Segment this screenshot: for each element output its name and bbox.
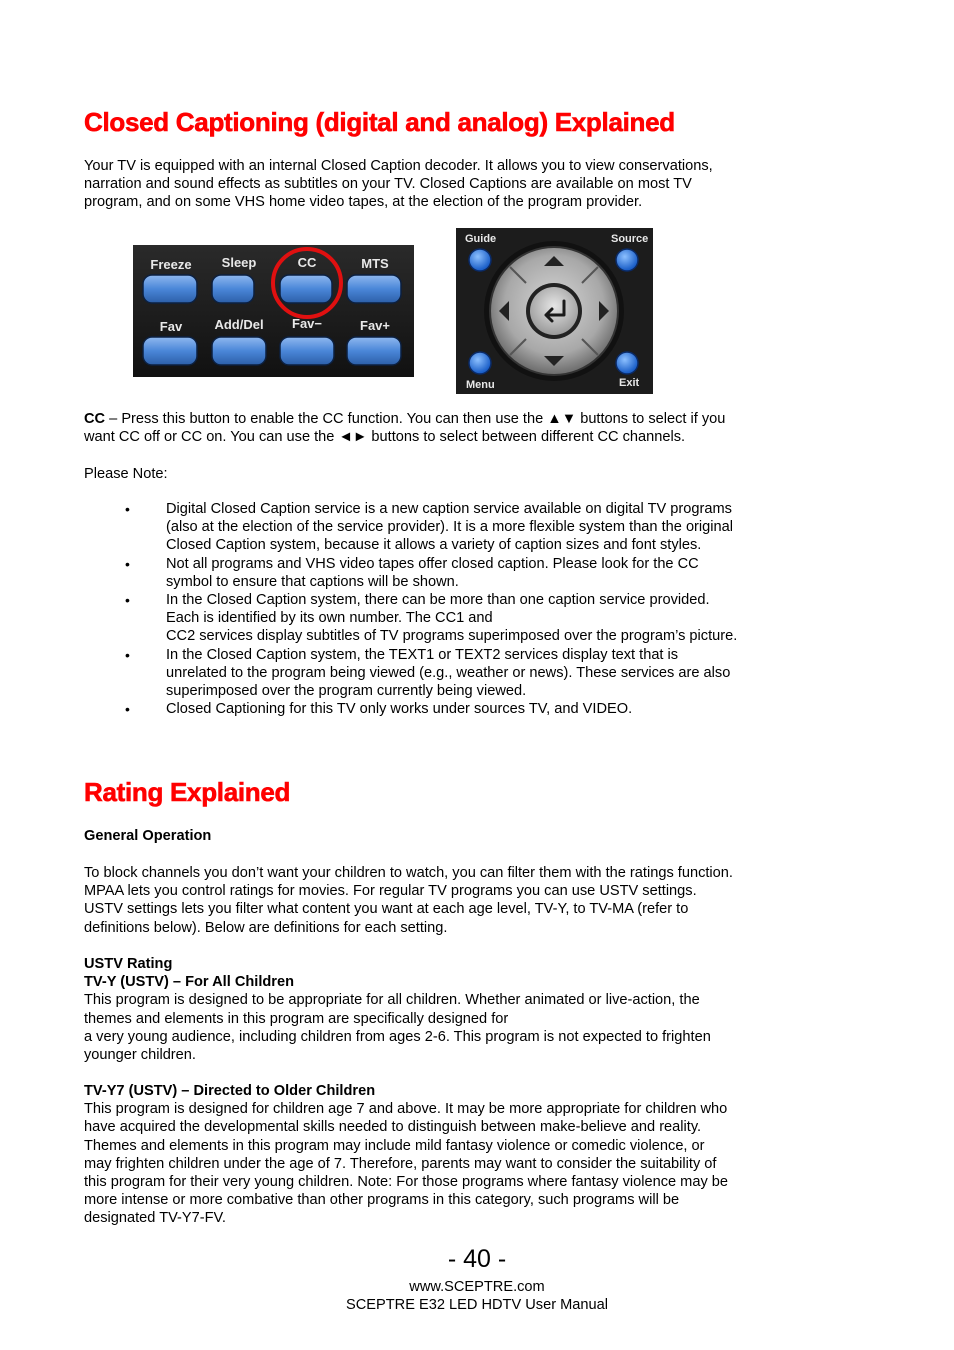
- label-source: Source: [611, 233, 649, 245]
- remote-button-cc: [280, 275, 332, 303]
- footer-website: www.SCEPTRE.com: [409, 1279, 545, 1295]
- label-add-del: Add/Del: [214, 317, 264, 332]
- general-operation-paragraph: To block channels you don’t want your children to watch, you can filter them with the ratings function. MPAA lets you control ratings for movies. For regular TV programs you can use USTV settings. USTV settings lets you filter what content you want at each age level, TV-Y, to TV-MA (refer to definitions below). Below are definitions for each setting.: [84, 865, 733, 936]
- list-item: • Closed Captioning for this TV only works under sources TV, and VIDEO.: [125, 701, 633, 718]
- page-number: - 40 -: [447, 1245, 507, 1273]
- please-note-label: Please Note:: [84, 466, 168, 482]
- label-sleep: Sleep: [221, 255, 257, 270]
- ustv-rating-heading: USTV Rating: [84, 956, 173, 972]
- remote-button-fav-plus: [347, 337, 401, 365]
- remote-button-fav-minus: [280, 337, 334, 365]
- source-button: [616, 249, 638, 271]
- enter-button: [530, 287, 578, 335]
- remote-button-freeze: [143, 275, 197, 303]
- remote-buttons-photo: [133, 245, 414, 377]
- menu-button: [469, 352, 491, 374]
- remote-buttons-image: [133, 245, 414, 377]
- section-title-rating: Rating Explained: [84, 777, 291, 807]
- list-item: • Digital Closed Caption service is a new caption service available on digital TV programs (also at the election of the service provider). It is a more flexible system than the original Closed Caption system, because it allows a variety of caption sizes and font styles.: [125, 501, 733, 554]
- remote-button-add-del: [212, 337, 266, 365]
- label-menu: Menu: [466, 379, 495, 391]
- cc-notes-list: [84, 500, 804, 718]
- label-fav-plus: Fav+: [360, 318, 390, 333]
- guide-button: [469, 249, 491, 271]
- list-item: • Not all programs and VHS video tapes offer closed caption. Please look for the CC symbol to ensure that captions will be shown.: [125, 555, 699, 590]
- tvy7-heading: TV-Y7 (USTV) – Directed to Older Children: [84, 1083, 376, 1099]
- general-operation-heading: General Operation: [84, 828, 212, 844]
- label-fav-minus: Fav−: [292, 316, 322, 331]
- list-item: • In the Closed Caption system, there can be more than one caption service provided. Each is identified by its own number. The CC1 and CC2 services display subtitles of TV programs superimposed over the program’s picture.: [125, 592, 738, 645]
- remote-dpad-image: [456, 228, 653, 394]
- footer-manual-title: SCEPTRE E32 LED HDTV User Manual: [346, 1297, 608, 1313]
- remote-dpad-photo: [456, 228, 653, 394]
- label-exit: Exit: [619, 377, 640, 389]
- list-item: • In the Closed Caption system, the TEXT1 or TEXT2 services display text that is unrelated to the program being viewed (e.g., weather or news). These services are also superimposed over the program currently being viewed.: [125, 646, 731, 700]
- section-title-closed-captioning: Closed Captioning (digital and analog) Explained: [84, 107, 675, 137]
- label-cc: CC: [297, 255, 317, 270]
- cc-button-description: CC – Press this button to enable the CC function. You can then use the ▲▼ buttons to select if you want CC off or CC on. You can use the ◄► buttons to select between different CC channels.: [84, 411, 726, 446]
- cc-label: CC: [84, 411, 106, 427]
- tvy-block: USTV Rating TV-Y (USTV) – For All Children This program is designed to be appropriate for all children. Whether animated or live-action, the themes and elements in this program are specifically designed for a very young audience, including children from ages 2-6. This program is not expected to frighten younger children.: [84, 955, 804, 1064]
- label-guide: Guide: [465, 233, 497, 245]
- cc-intro-paragraph: Your TV is equipped with an internal Closed Caption decoder. It allows you to view conservations, narration and sound effects as subtitles on your TV. Closed Captions are available on most TV program, and on some VHS home video tapes, at the election of the program provider.: [84, 158, 713, 211]
- remote-button-fav: [143, 337, 197, 365]
- label-fav: Fav: [159, 319, 183, 334]
- tvy-heading: TV-Y (USTV) – For All Children: [84, 974, 295, 991]
- label-freeze: Freeze: [150, 257, 192, 272]
- remote-button-sleep: [212, 275, 254, 303]
- label-mts: MTS: [361, 256, 389, 271]
- exit-button: [616, 352, 638, 374]
- tvy7-block: TV-Y7 (USTV) – Directed to Older Children This program is designed for children age 7 and above. It may be more appropriate for children who have acquired the developmental skills needed to distinguish between make-believe and reality. Themes and elements in this program may include mild fantasy violence or comedic violence, or may frighten children under the age of 7. Therefore, parents may want to consider the suitability of this program for their very young children. Note: For those programs where fantasy violence may be more intense or more combative than other programs in this category, such programs will be designated TV-Y7-FV.: [84, 1082, 804, 1228]
- remote-button-mts: [347, 275, 401, 303]
